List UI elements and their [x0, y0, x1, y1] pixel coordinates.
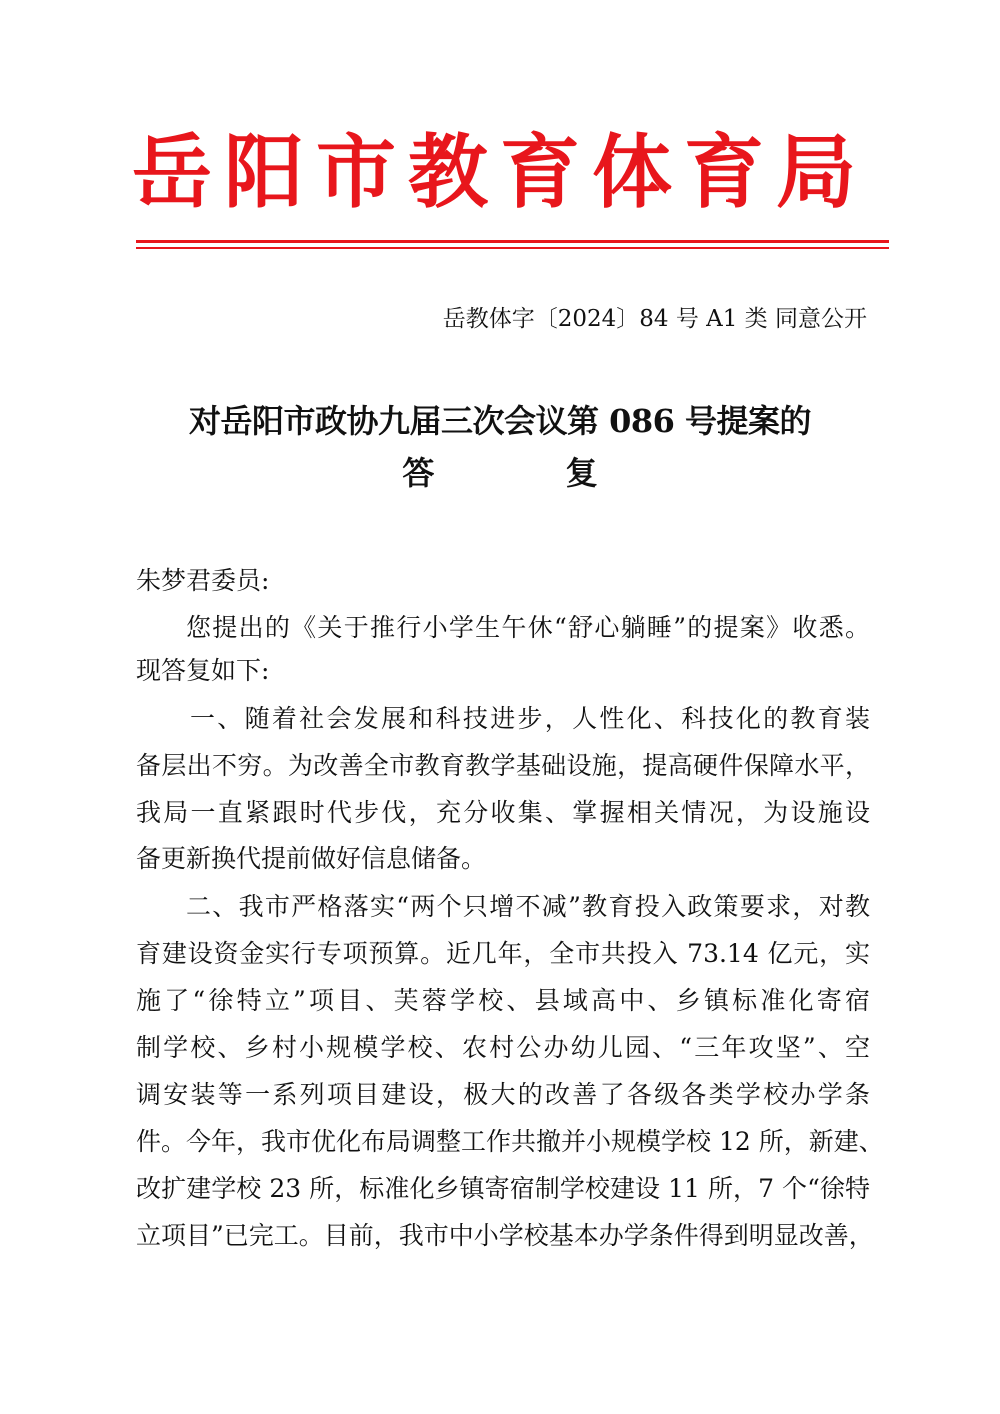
letterhead-rule-thick	[136, 240, 889, 243]
body-line: 施了“徐特立”项目、芙蓉学校、县域高中、乡镇标准化寄宿	[136, 986, 870, 1015]
body-line: 一、随着社会发展和科技进步，人性化、科技化的教育装	[190, 704, 870, 733]
body-line: 二、我市严格落实“两个只增不减”教育投入政策要求，对教	[186, 892, 870, 921]
body-line: 现答复如下:	[136, 656, 270, 685]
body-line: 我局一直紧跟时代步伐，充分收集、掌握相关情况，为设施设	[136, 798, 870, 827]
letterhead-rule-thin	[136, 247, 889, 249]
document-title-line-2: 答 复	[402, 454, 658, 492]
body-line: 您提出的《关于推行小学生午休“舒心躺睡”的提案》收悉。	[186, 613, 870, 642]
body-line: 备层出不穷。为改善全市教育教学基础设施，提高硬件保障水平，	[136, 751, 870, 780]
document-title-line-1: 对岳阳市政协九届三次会议第 086 号提案的	[188, 402, 812, 440]
letterhead-title: 岳阳市教育体育局	[132, 126, 868, 219]
body-line: 制学校、乡村小规模学校、农村公办幼儿园、“三年攻坚”、空	[136, 1033, 870, 1062]
body-line: 改扩建学校 23 所，标准化乡镇寄宿制学校建设 11 所，7 个“徐特	[136, 1174, 870, 1203]
body-line: 备更新换代提前做好信息储备。	[136, 844, 487, 873]
body-line: 调安装等一系列项目建设，极大的改善了各级各类学校办学条	[136, 1080, 870, 1109]
body-line: 立项目”已完工。目前，我市中小学校基本办学条件得到明显改善，	[136, 1221, 874, 1250]
body-line: 育建设资金实行专项预算。近几年，全市共投入 73.14 亿元，实	[136, 939, 870, 968]
salutation: 朱梦君委员:	[136, 566, 270, 595]
body-line: 件。今年，我市优化布局调整工作共撤并小规模学校 12 所，新建、	[136, 1127, 884, 1156]
document-number: 岳教体字〔2024〕84 号 A1 类 同意公开	[442, 306, 867, 332]
